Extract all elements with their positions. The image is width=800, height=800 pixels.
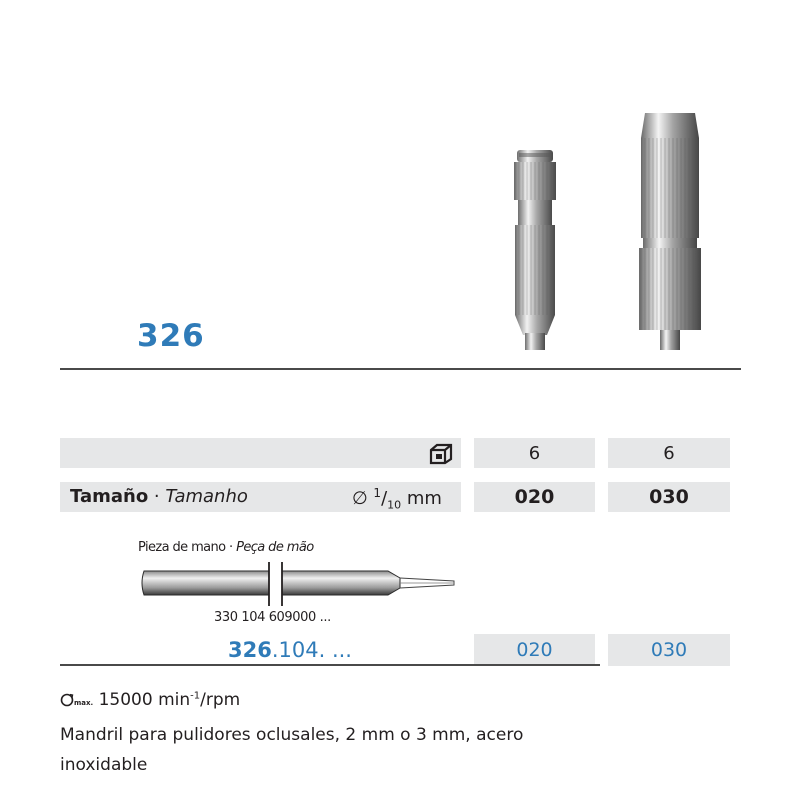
size-label bbox=[70, 486, 248, 507]
package-icon bbox=[427, 442, 455, 466]
speed-value: 15000 min bbox=[98, 690, 191, 710]
size-label-pt: Tamanho bbox=[165, 486, 248, 507]
max-speed bbox=[60, 690, 240, 710]
mandrel-photo-large bbox=[635, 108, 710, 350]
order-number bbox=[228, 638, 352, 662]
size-020: 020 bbox=[474, 482, 595, 512]
size-label-separator: · bbox=[148, 486, 166, 507]
speed-exponent: -1 bbox=[190, 690, 201, 702]
speed-unit: /rpm bbox=[200, 690, 241, 710]
handpiece-label-pt: Peça de mão bbox=[236, 540, 314, 555]
unit-mm: mm bbox=[406, 488, 442, 509]
mandrel-photo-small bbox=[505, 145, 565, 350]
pack-quantity-020: 6 bbox=[474, 438, 595, 468]
shank-code: 330 104 609000 ... bbox=[214, 610, 331, 625]
product-description: Mandril para pulidores oclusales, 2 mm o 3 mm, acero inoxidable bbox=[60, 725, 524, 775]
order-suffix: .104. ... bbox=[271, 638, 352, 662]
size-030: 030 bbox=[608, 482, 730, 512]
order-code-030: 030 bbox=[608, 634, 730, 666]
order-prefix: 326 bbox=[228, 638, 272, 662]
pack-quantity-030: 6 bbox=[608, 438, 730, 468]
divider bbox=[60, 664, 600, 666]
order-code-020: 020 bbox=[474, 634, 595, 666]
max-label: max. bbox=[74, 699, 94, 707]
handpiece-shank-diagram bbox=[138, 560, 458, 608]
handpiece-label-es: Pieza de mano · bbox=[138, 540, 237, 555]
handpiece-label bbox=[138, 540, 314, 555]
divider bbox=[60, 368, 741, 370]
fraction-denominator: 10 bbox=[387, 498, 402, 512]
product-number: 326 bbox=[137, 318, 205, 354]
size-unit: ∅ $^1/_{10}$ mm bbox=[352, 486, 442, 512]
rotation-speed-icon bbox=[60, 693, 74, 707]
pack-label-bar bbox=[60, 438, 461, 468]
diameter-symbol: ∅ bbox=[352, 488, 368, 509]
size-label-es: Tamaño bbox=[70, 486, 149, 507]
fraction-numerator: 1 bbox=[373, 486, 382, 500]
